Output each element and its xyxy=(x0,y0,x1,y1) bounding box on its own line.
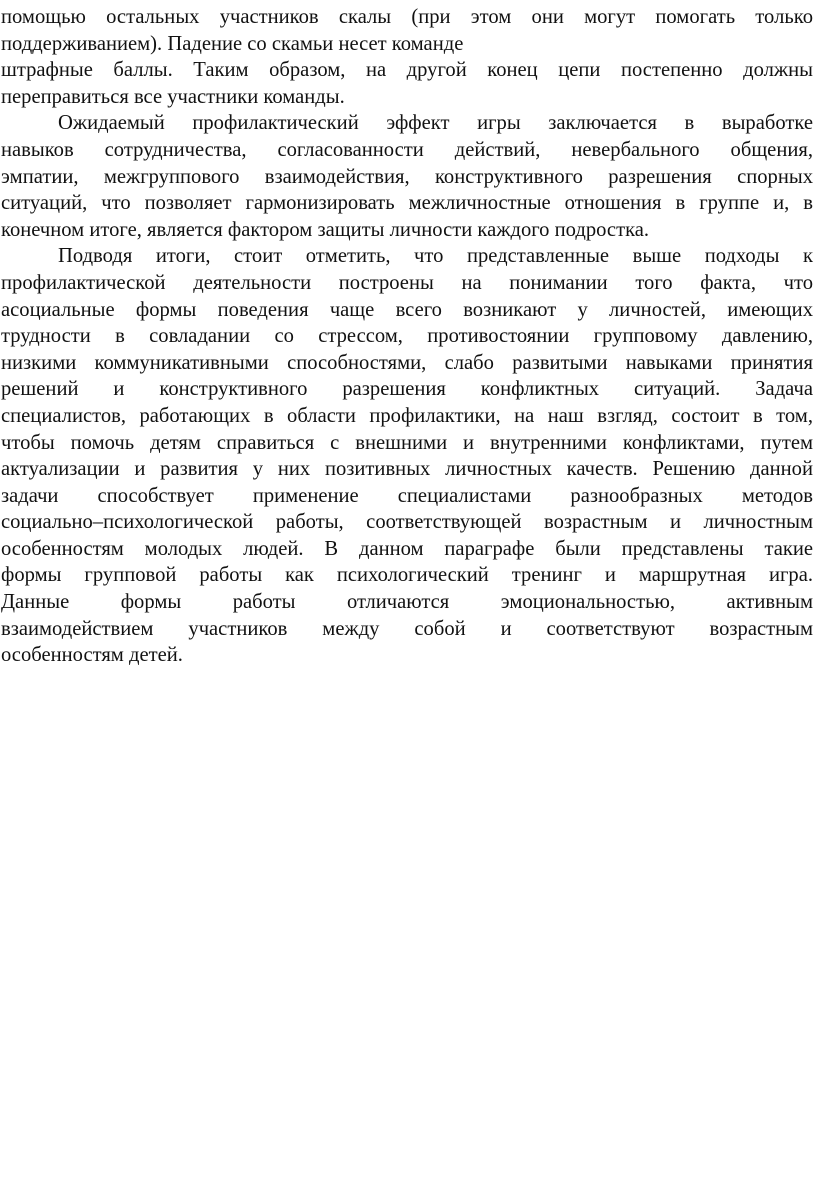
text-line: эмпатии, межгруппового взаимодействия, конструктивного разрешения спорных xyxy=(1,165,813,188)
text-line: особенностям молодых людей. В данном параграфе были представлены такие xyxy=(1,537,813,560)
text-line: решений и конструктивного разрешения конфликтных ситуаций. Задача xyxy=(1,378,813,401)
text-line: поддерживанием). Падение со скамьи несет команде xyxy=(1,32,464,55)
text-line: помощью остальных участников скалы (при этом они могут помогать только xyxy=(1,6,813,28)
text-line: штрафные баллы. Таким образом, на другой конец цепи постепенно должны xyxy=(1,59,813,82)
text-line: социально–психологической работы, соответствующей возрастным и личностным xyxy=(1,511,813,534)
text-line: специалистов, работающих в области профилактики, на наш взгляд, состоит в том, xyxy=(1,404,813,427)
text-line: Подводя итоги, стоит отметить, что представленные выше подходы к xyxy=(58,245,813,268)
text-line: навыков сотрудничества, согласованности действий, невербального общения, xyxy=(1,138,813,161)
text-line: чтобы помочь детям справиться с внешними и внутренними конфликтами, путем xyxy=(1,431,813,454)
text-line: задачи способствует применение специалистами разнообразных методов xyxy=(1,484,813,507)
text-line: ситуаций, что позволяет гармонизировать межличностные отношения в группе и, в xyxy=(1,192,813,215)
text-line: Данные формы работы отличаются эмоциональностью, активным xyxy=(1,591,813,614)
text-line: конечном итоге, является фактором защиты личности каждого подростка. xyxy=(1,218,650,241)
document-body xyxy=(1,4,813,669)
text-line: асоциальные формы поведения чаще всего возникают у личностей, имеющих xyxy=(1,298,813,321)
text-line: взаимодействием участников между собой и соответствуют возрастным xyxy=(1,617,813,640)
text-line: трудности в совладании со стрессом, противостоянии групповому давлению, xyxy=(1,325,813,348)
text-line: профилактической деятельности построены на понимании того факта, что xyxy=(1,271,813,294)
text-line: Ожидаемый профилактический эффект игры заключается в выработке xyxy=(58,112,813,135)
text-line: переправиться все участники команды. xyxy=(1,85,345,108)
text-line: особенностям детей. xyxy=(1,644,183,667)
text-line: актуализации и развития у них позитивных личностных качеств. Решению данной xyxy=(1,458,813,481)
text-line: формы групповой работы как психологический тренинг и маршрутная игра. xyxy=(1,564,813,587)
text-line: низкими коммуникативными способностями, слабо развитыми навыками принятия xyxy=(1,351,813,374)
